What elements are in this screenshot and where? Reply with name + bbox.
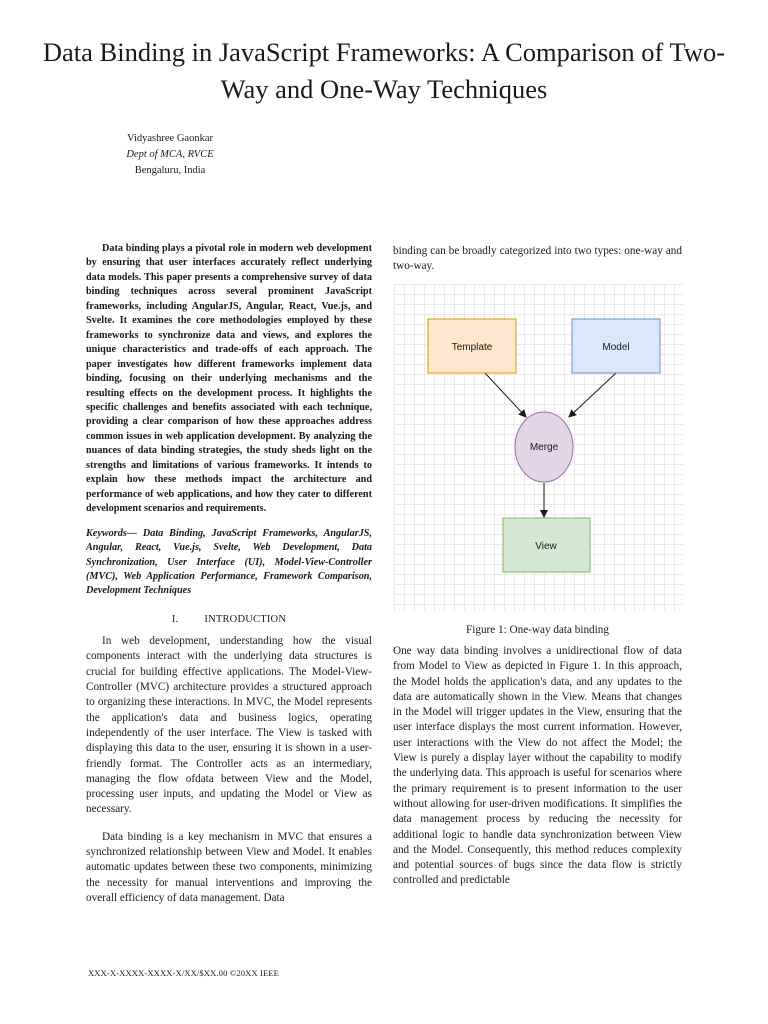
edge-model-merge <box>569 373 616 417</box>
node-model-label: Model <box>602 342 630 353</box>
author-affiliation: Dept of MCA, RVCE <box>126 149 214 160</box>
copyright-footer: XXX-X-XXXX-XXXX-X/XX/$XX.00 ©20XX IEEE <box>88 968 280 978</box>
one-way-paragraph: One way data binding involves a unidirectional flow of data from Model to View as depicted in Figure 1. In this approach, the Model holds the application's data, and any updates to the data are automatically shown in the View. Means that changes in the Model will trigger updates in the View, ensuring that the user interface displays the most current information. However, user interactions with the View do not affect the Model; the View is purely a display layer without the capability to modify the underlying data. This approach is useful for scenarios where the primary requirement is to present information to the user without allowing for user-driven modifications. It simplifies the data management process by reducing the necessity for additional logic to handle data synchronization between View and the Model. Consequently, this method reduces complexity and potential sources of bugs since the data flow is strictly controlled and predictable <box>393 645 682 887</box>
figure-caption: Figure 1: One-way data binding <box>466 624 609 636</box>
node-merge-label: Merge <box>529 442 559 453</box>
node-template-label: Template <box>451 342 493 353</box>
figure-one-way-binding <box>394 284 683 611</box>
diagram-svg <box>394 284 683 611</box>
section-title: INTRODUCTION <box>204 613 287 625</box>
left-column <box>86 242 372 918</box>
right-intro-paragraph: binding can be broadly categorized into two types: one-way and two-way. <box>393 245 682 273</box>
keywords: Keywords— Data Binding, JavaScript Frameworks, AngularJS, Angular, React, Vue.js, Svelte, Web Development, Data Synchronization, User Interface (UI), Model-View-Controller (MVC), Web Application Performance, Framework Comparison, Development Techniques <box>86 527 372 597</box>
author-block <box>100 131 240 179</box>
intro-paragraph-2: Data binding is a key mechanism in MVC that ensures a synchronized relationship between View and Model. It enables automatic updates between these two components, minimizing the necessity for manual interventions and improving the overall efficiency of data management. Data <box>86 830 372 904</box>
author-name: Vidyashree Gaonkar <box>127 133 213 144</box>
section-number: I. <box>171 613 179 625</box>
author-location: Bengaluru, India <box>134 165 206 176</box>
intro-paragraph-1: In web development, understanding how the visual components interact with the underlying data structures is crucial for building effective applications. The Model-View-Controller (MVC) architecture provides a structured approach to organizing these interactions. In MVC, the Model represents the application's data and business logics, operating independently of the user interface. The View is tasked with displaying this data to the user, ensuring it is shown in a user-friendly format. The Controller acts as an intermediary, managing the flow ofdata between View and the Model, processing user inputs, and updating the Model or View as necessary. <box>86 635 372 816</box>
edge-template-merge <box>485 373 526 417</box>
abstract: Data binding plays a pivotal role in modern web development by ensuring that user interfaces accurately reflect underlying data models. This paper presents a comprehensive survey of data binding techniques across several prominent JavaScript frameworks, including AngularJS, Angular, React, Vue.js, and Svelte. It examines the core methodologies employed by these frameworks to synchronize data and views, and explores the unique characteristics and trade-offs of each approach. The paper investigates how different frameworks implement data binding, focusing on their underlying mechanisms and the resulting effects on the development process. It highlights the specific challenges and benefits associated with each technique, providing a clear comparison of how these approaches address common issues in web application development. By analyzing the nuances of data binding strategies, the study sheds light on the strengths and limitations of various frameworks. It intends to explain how these methods impact the architecture and performance of web applications, and how they cater to different development scenarios and requirements. <box>86 243 372 515</box>
paper-title: Data Binding in JavaScript Frameworks: A Comparison of Two-Way and One-Way Techniques <box>42 37 726 104</box>
right-column-intro <box>393 244 682 287</box>
node-view-label: View <box>535 541 557 552</box>
right-column-body <box>393 644 682 901</box>
section-heading-introduction <box>86 612 372 627</box>
